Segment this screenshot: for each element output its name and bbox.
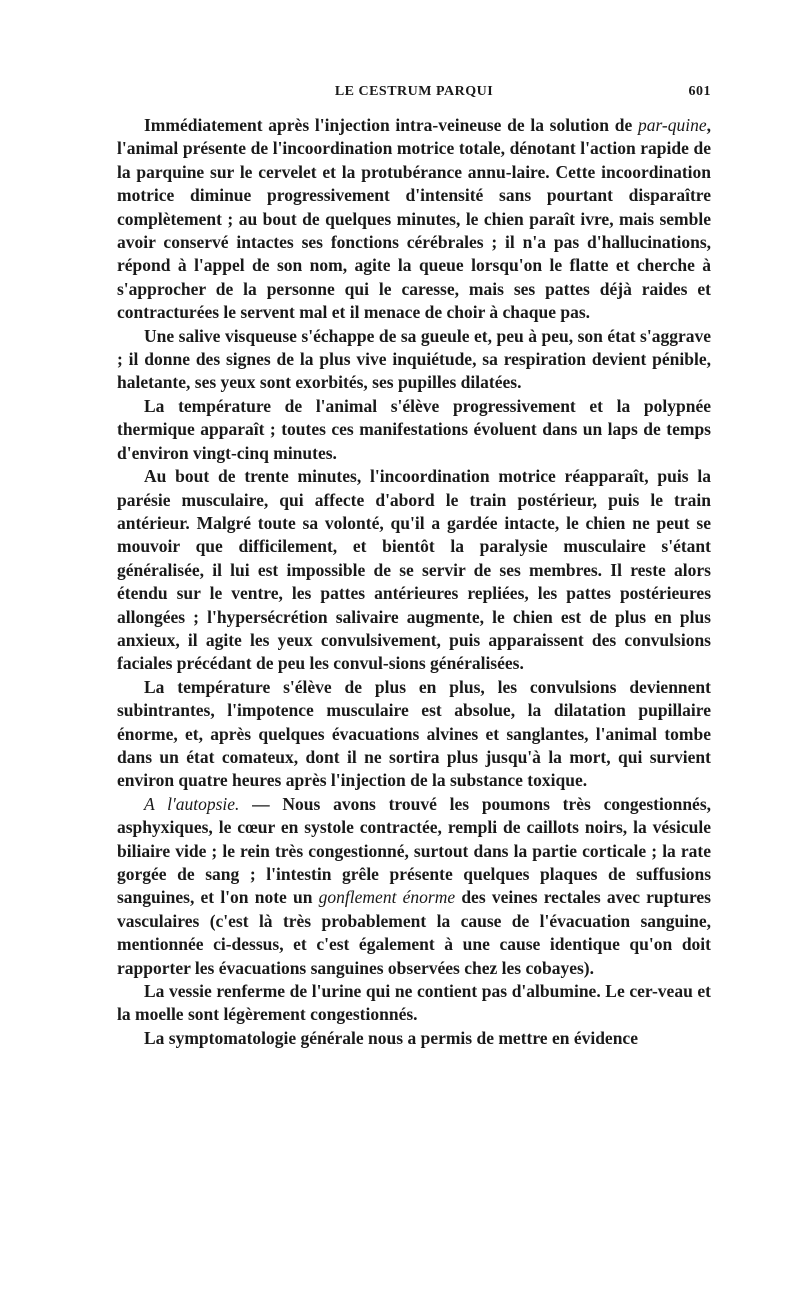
paragraph — [117, 793, 711, 980]
paragraph — [117, 325, 711, 395]
paragraph-text: La symptomatologie générale nous a permis de mettre en évidence — [144, 1027, 638, 1048]
paragraph-text: , l'animal présente de l'incoordination motrice totale, dénotant l'action rapide de la parquine sur le cervelet et la protubérance annu-laire. Cette incoordination motrice diminue progressivement d'intensité sans pourtant disparaître complètement ; au bout de quelques minutes, le chien paraît ivre, mais semble avoir conservé intactes ses fonctions cérébrales ; il n'a pas d'hallucinations, répond à l'appel de son nom, agite la queue lorsqu'on le flatte et cherche à s'approcher de la personne qui le caresse, mais ses pattes déjà raides et contracturées le servent mal et il menace de choir à chaque pas. — [117, 115, 711, 323]
paragraph-text: Au bout de trente minutes, l'incoordination motrice réapparaît, puis la parésie musculaire, qui affecte d'abord le train postérieur, puis le train antérieur. Malgré toute sa volonté, qu'il a gardée intacte, le chien ne peut se mouvoir que difficilement, et bientôt la paralysie musculaire s'étant généralisée, il lui est impossible de se servir de ses membres. Il reste alors étendu sur le ventre, les pattes antérieures repliées, les pattes postérieures allongées ; l'hypersécrétion salivaire augmente, le chien est de plus en plus anxieux, il agite les yeux convulsivement, puis apparaissent des convulsions faciales précédant de peu les convul-sions généralisées. — [117, 466, 711, 674]
italic-text: gonflement énorme — [318, 887, 456, 908]
page-number: 601 — [688, 84, 711, 99]
running-title: LE CESTRUM PARQUI — [334, 84, 494, 99]
paragraph-text: Immédiatement après l'injection intra-veineuse de la solution de — [144, 115, 638, 135]
paragraph-text: — Nous avons trouvé les poumons très congestionnés, asphyxiques, le cœur en systole contractée, rempli de caillots noirs, la vésicule biliaire vide ; le rein très congestionné, surtout dans la partie corticale ; la rate gorgée de sang ; l'intestin grêle présente quelques plaques de suffusions sanguines, et l'on note un — [117, 793, 712, 908]
running-head — [117, 84, 711, 106]
paragraph — [117, 114, 711, 325]
paragraph-text: La température s'élève de plus en plus, les convulsions deviennent subintrantes, l'impotence musculaire est absolue, la dilatation pupillaire énorme, et, après quelques évacuations alvines et sanglantes, l'animal tombe dans un état comateux, dont il ne sortira plus jusqu'à la mort, qui survient environ quatre heures après l'injection de la substance toxique. — [117, 676, 711, 791]
paragraph-text: La vessie renferme de l'urine qui ne contient pas d'albumine. Le cer-veau et la moelle sont légèrement congestionnés. — [117, 981, 711, 1025]
paragraph-text: des veines rectales avec ruptures vasculaires (c'est là très probablement la cause de l'évacuation sanguine, mentionnée ci-dessus, et c'est également à une cause identique qu'on doit rapporter les évacuations sanguines observées chez les cobayes). — [117, 887, 711, 978]
paragraph — [117, 1027, 711, 1050]
italic-text: par-quine — [637, 115, 707, 135]
paragraph-text: Une salive visqueuse s'échappe de sa gueule et, peu à peu, son état s'aggrave ; il donne des signes de la plus vive inquiétude, sa respiration devient pénible, haletante, ses yeux sont exorbités, ses pupilles dilatées. — [117, 325, 711, 393]
document-page — [117, 84, 711, 1050]
italic-text: A l'autopsie. — [144, 793, 240, 814]
paragraph-text: La température de l'animal s'élève progressivement et la polypnée thermique apparaît ; toutes ces manifestations évoluent dans un laps de temps d'environ vingt-cinq minutes. — [117, 395, 711, 463]
paragraph — [117, 676, 711, 793]
paragraph — [117, 395, 711, 465]
paragraph — [117, 980, 711, 1027]
body-text — [117, 114, 711, 1050]
paragraph — [117, 465, 711, 676]
